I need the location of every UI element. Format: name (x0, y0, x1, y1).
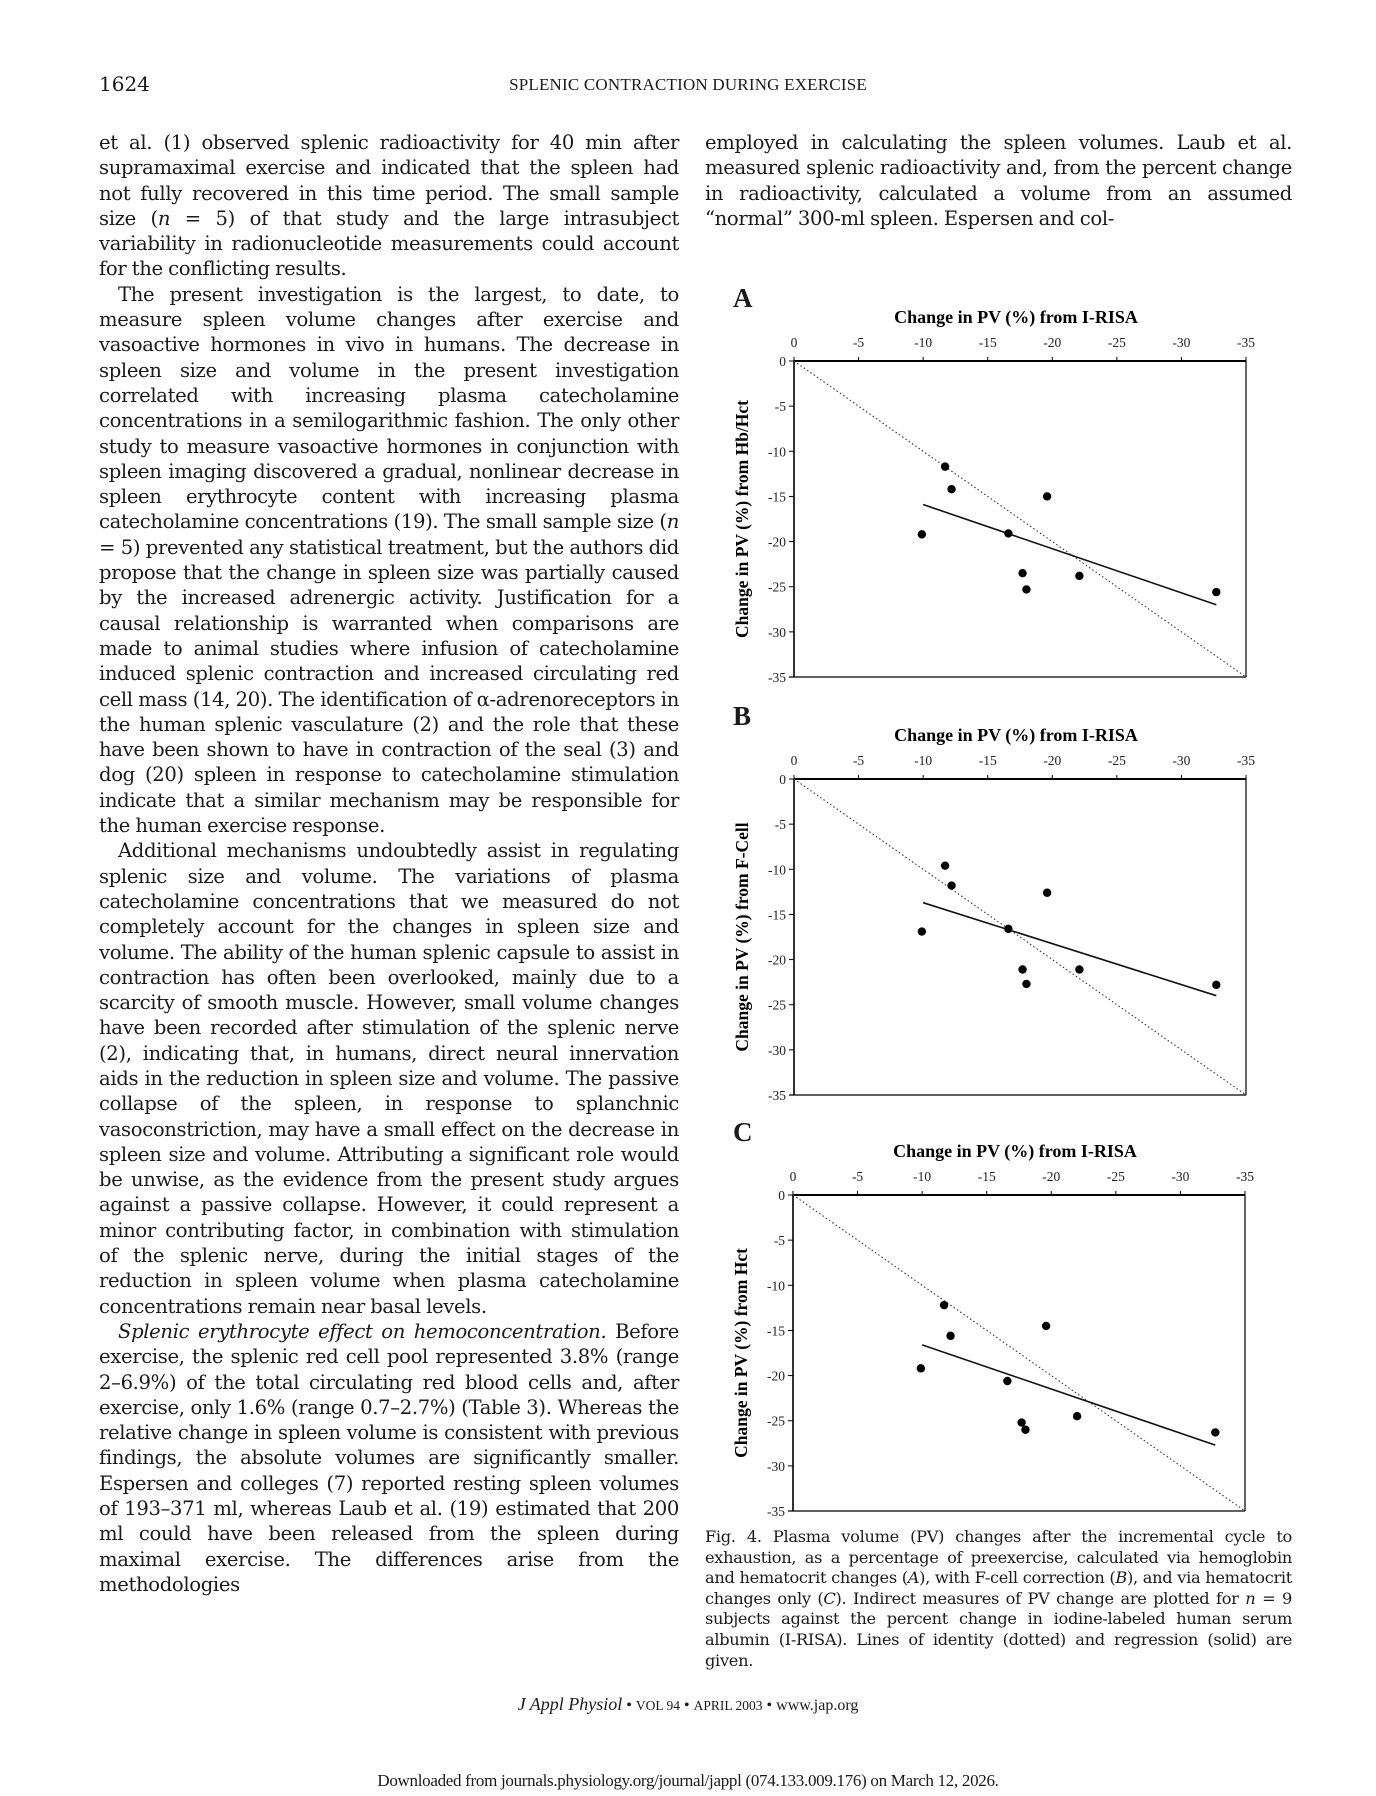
chart-c-data-point (1017, 1418, 1025, 1426)
chart-b-x-tick-label: 0 (790, 753, 798, 768)
text-run: Fig. 4. Plasma volume (PV) changes after the incremental cycle to exhaustion, as a percentage of preexercise, calculated via hemoglobin and hematocrit changes ( (705, 1527, 1292, 1588)
chart-b-y-tick-label: -5 (774, 817, 786, 833)
italic-text: n (157, 206, 171, 230)
chart-b-x-tick-label: -20 (1043, 753, 1062, 768)
chart-a-x-tick-label: 0 (790, 335, 798, 350)
chart-c-x-tick-label: 0 (789, 1169, 797, 1184)
chart-c-regression-line (922, 1345, 1215, 1445)
chart-a-y-tick-label: -15 (768, 489, 786, 505)
chart-a-y-tick-label: 0 (779, 354, 786, 369)
text-run: Additional mechanisms undoubtedly assist in regulating splenic size and volume. The variations of plasma catecholamine concentrations that we measured do not completely account for the changes in spleen size and volume. The ability of the human splenic capsule to assist in contraction has often been overlooked, mainly due to a scarcity of smooth muscle. However, small volume changes have been recorded after stimulation of the splenic nerve (2), indicating that, in humans, direct neural innervation aids in the reduction in spleen size and volume. The passive collapse of the spleen, in response to splanchnic vasoconstriction, may have a small effect on the decrease in spleen size and volume. Attributing a significant role would be unwise, as the evidence from the present study argues against a passive collapse. However, it could represent a minor contributing factor, in combination with stimulation of the splenic nerve, during the initial stages of the reduction in spleen volume when plasma catecholamine concentrations remain near basal levels. (99, 839, 679, 1318)
separator: • (622, 1697, 636, 1714)
chart-a-data-point (1004, 529, 1012, 537)
chart-c-title: Change in PV (%) from I-RISA (893, 1141, 1137, 1161)
chart-c-y-tick-label: -30 (767, 1458, 785, 1474)
chart-b-y-tick-label: 0 (779, 772, 786, 787)
chart-b-title: Change in PV (%) from I-RISA (894, 725, 1138, 745)
journal-url[interactable]: www.jap.org (776, 1697, 859, 1714)
chart-a-identity-line (794, 361, 1246, 677)
text-run: = 5) of that study and the large intrasubject variability in radionucleotide measurements could account for the conflicting results. (99, 206, 680, 281)
italic-text: A (907, 1568, 920, 1588)
text-run: ). Indirect measures of PV change are plotted for (835, 1588, 1246, 1608)
chart-c-data-point (1042, 1322, 1050, 1330)
text-run: = 9 subjects against the percent change in iodine-labeled human serum albumin (I-RISA). Lines of identity (dotted) and regression (solid) are given. (705, 1588, 1292, 1670)
chart-b-data-point (1004, 925, 1012, 933)
chart-a-y-axis-label: Change in PV (%) from Hb/Hct (732, 399, 752, 639)
chart-b-data-point (1018, 965, 1026, 973)
journal-footer (0, 1694, 1376, 1715)
italic-text: B (1115, 1568, 1128, 1588)
chart-b-x-tick-label: -25 (1107, 753, 1126, 768)
chart-a-x-tick-label: -10 (914, 335, 933, 350)
chart-c-x-tick-label: -35 (1236, 1169, 1254, 1184)
chart-c-y-tick-label: -35 (767, 1504, 785, 1519)
chart-b-y-tick-label: -20 (768, 952, 786, 968)
chart-b-data-point (1022, 980, 1030, 988)
figure-caption (705, 1527, 1292, 1671)
italic-text: Splenic erythrocyte effect on hemoconcentration. (118, 1319, 607, 1343)
chart-c-data-point (1211, 1428, 1219, 1436)
chart-a-y-tick-label: -35 (768, 670, 786, 685)
chart-b-data-point (941, 861, 949, 869)
chart-a-data-point (1018, 569, 1026, 577)
chart-c-x-tick-label: -15 (977, 1169, 996, 1184)
italic-text: C (823, 1588, 836, 1608)
chart-a-data-point (1212, 588, 1220, 596)
text-run: ), with F-cell correction ( (919, 1568, 1116, 1588)
text-run: et al. (1) observed splenic radioactivity for 40 min after supramaximal exercise and indicated that the spleen had not fully recovered in this time period. The small sample size ( (99, 131, 679, 230)
chart-a-data-point (1043, 492, 1051, 500)
chart-c-data-point (917, 1364, 925, 1372)
chart-b-x-tick-label: -15 (978, 753, 997, 768)
chart-c-y-tick-label: 0 (778, 1188, 785, 1203)
chart-b-regression-line (923, 903, 1216, 996)
running-head: SPLENIC CONTRACTION DURING EXERCISE (509, 75, 867, 94)
text-run: Before exercise, the splenic red cell pool represented 3.8% (range 2–6.9%) of the total circulating red blood cells and, after exercise, only 1.6% (range 0.7–2.7%) (Table 3). Whereas the relative change in spleen volume is consistent with previous findings, the absolute volumes are significantly smaller. Espersen and colleges (7) reported resting spleen volumes of 193–371 ml, whereas Laub et al. (19) estimated that 200 ml could have been released from the spleen during maximal exercise. The differences arise from the methodologies (99, 1319, 679, 1596)
chart-a-data-point (947, 485, 955, 493)
chart-a-data-point (941, 462, 949, 470)
chart-b-y-tick-label: -10 (768, 862, 786, 878)
chart-a-x-tick-label: -5 (852, 335, 865, 350)
chart-a-x-tick-label: -30 (1172, 335, 1191, 350)
chart-a-y-tick-label: -20 (768, 534, 786, 550)
chart-a-data-point (1075, 572, 1083, 580)
chart-c-identity-line (793, 1195, 1245, 1511)
chart-c-y-tick-label: -25 (767, 1413, 785, 1429)
chart-a-y-tick-label: -25 (768, 579, 786, 595)
panel-label-b: B (733, 701, 752, 731)
chart-b-y-tick-label: -35 (768, 1088, 786, 1103)
journal-volume: VOL 94 (635, 1698, 681, 1713)
chart-a-x-tick-label: -20 (1043, 335, 1062, 350)
chart-a-y-tick-label: -30 (768, 624, 786, 640)
chart-c-data-point (940, 1301, 948, 1309)
chart-c-data-point (1073, 1412, 1081, 1420)
separator: • (680, 1697, 694, 1714)
chart-b-y-tick-label: -30 (768, 1042, 786, 1058)
chart-a-y-tick-label: -5 (774, 399, 786, 415)
chart-b-x-tick-label: -30 (1172, 753, 1191, 768)
separator: • (762, 1697, 777, 1714)
chart-a-y-tick-label: -10 (768, 444, 786, 460)
chart-c-x-tick-label: -25 (1106, 1169, 1125, 1184)
chart-b-identity-line (794, 779, 1246, 1095)
chart-a-data-point (918, 530, 926, 538)
chart-c-data-point (1003, 1377, 1011, 1385)
chart-c-data-point (946, 1332, 954, 1340)
italic-text: n (1245, 1588, 1256, 1608)
chart-b-data-point (947, 881, 955, 889)
chart-a-regression-line (923, 505, 1216, 605)
chart-c-y-tick-label: -20 (767, 1368, 785, 1384)
chart-b-x-tick-label: -5 (852, 753, 865, 768)
download-notice: Downloaded from journals.physiology.org/journal/jappl (074.133.009.176) on March 12, 2026. (377, 1771, 999, 1790)
chart-b-y-tick-label: -15 (768, 907, 786, 923)
chart-b-y-tick-label: -25 (768, 997, 786, 1013)
chart-b-data-point (1075, 965, 1083, 973)
chart-c-x-tick-label: -5 (851, 1169, 864, 1184)
chart-c-y-tick-label: -15 (767, 1323, 785, 1339)
chart-c-data-point (1021, 1426, 1029, 1434)
chart-c-x-tick-label: -10 (913, 1169, 932, 1184)
journal-date: APRIL 2003 (693, 1698, 763, 1713)
chart-a-data-point (1022, 585, 1030, 593)
chart-b-x-tick-label: -35 (1237, 753, 1255, 768)
text-run: = 5) prevented any statistical treatment, but the authors did propose that the change in spleen size was partially caused by the increased adrenergic activity. Justification for a causal relationship is warranted when comparisons are made to animal studies where infusion of catecholamine induced splenic contraction and increased circulating red cell mass (14, 20). The identification of α-adrenoreceptors in the human splenic vasculature (2) and the role that these have been shown to have in contraction of the seal (3) and dog (20) spleen in response to catecholamine stimulation indicate that a similar mechanism may be responsible for the human exercise response. (99, 535, 679, 838)
chart-a-title: Change in PV (%) from I-RISA (894, 307, 1138, 327)
text-run: ), and via hematocrit changes only ( (705, 1568, 1292, 1608)
chart-b-data-point (1212, 981, 1220, 989)
chart-a-x-tick-label: -25 (1107, 335, 1126, 350)
chart-b-data-point (918, 927, 926, 935)
panel-label-a: A (733, 283, 753, 313)
panel-label-c: C (733, 1117, 753, 1147)
journal-name: J Appl Physiol (517, 1694, 623, 1714)
chart-a-x-tick-label: -15 (978, 335, 997, 350)
chart-b-y-axis-label: Change in PV (%) from F-Cell (732, 822, 752, 1052)
text-run: employed in calculating the spleen volumes. Laub et al. measured splenic radioactivity and, from the percent change in radioactivity, calculated a volume from an assumed “normal” 300-ml spleen. Espersen and col- (705, 131, 1292, 230)
page-number: 1624 (99, 72, 150, 96)
chart-a-x-tick-label: -35 (1237, 335, 1255, 350)
italic-text: n (666, 510, 679, 534)
chart-c-y-tick-label: -10 (767, 1278, 785, 1294)
chart-b-data-point (1043, 889, 1051, 897)
chart-c-y-tick-label: -5 (773, 1233, 785, 1249)
chart-c-y-axis-label: Change in PV (%) from Hct (731, 1248, 751, 1458)
chart-c-x-tick-label: -30 (1171, 1169, 1190, 1184)
chart-b-x-tick-label: -10 (914, 753, 933, 768)
chart-c-x-tick-label: -20 (1042, 1169, 1061, 1184)
text-run: The present investigation is the largest, to date, to measure spleen volume changes after exercise and vasoactive hormones in vivo in humans. The decrease in spleen size and volume in the present investigation correlated with increasing plasma catecholamine concentrations in a semilogarithmic fashion. The only other study to measure vasoactive hormones in conjunction with spleen imaging discovered a gradual, nonlinear decrease in spleen erythrocyte content with increasing plasma catecholamine concentrations (19). The small sample size ( (99, 282, 679, 534)
